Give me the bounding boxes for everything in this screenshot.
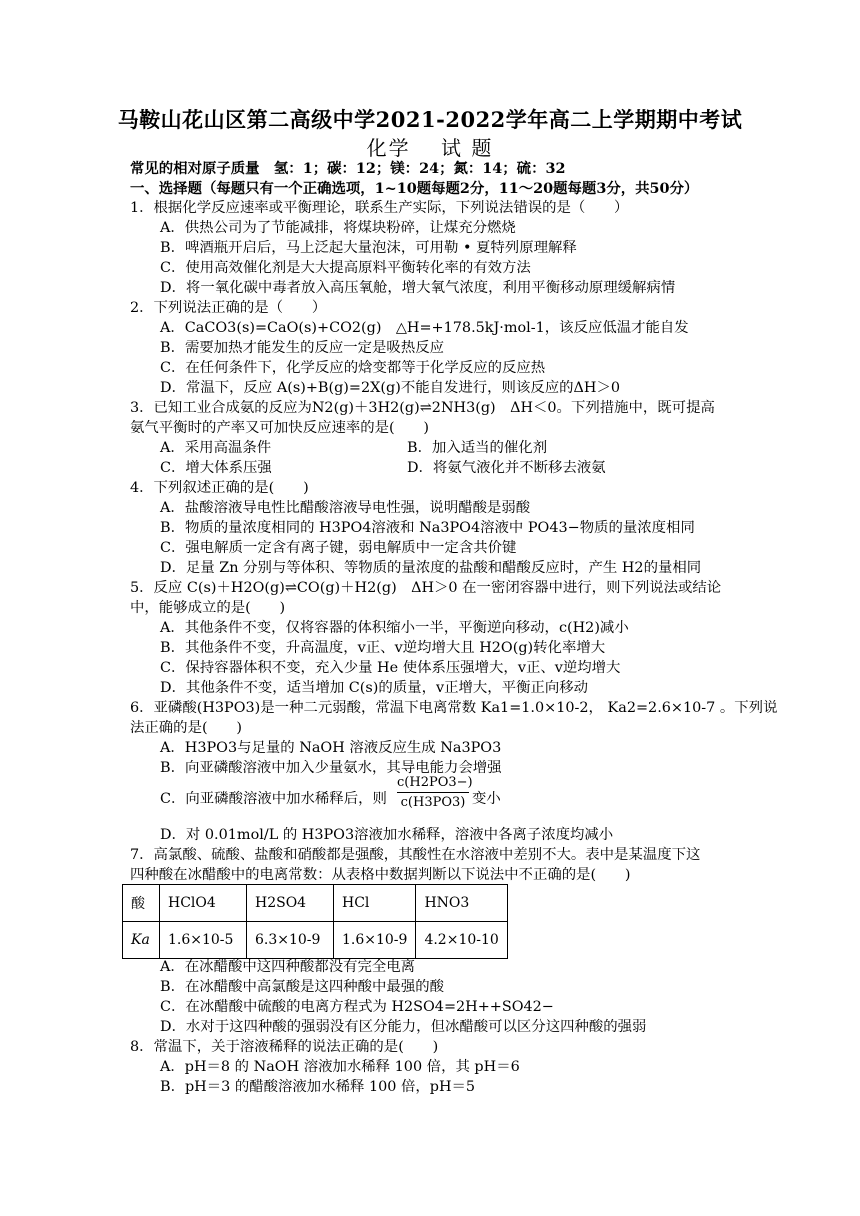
question-1-stem: 1．根据化学反应速率或平衡理论，联系生产实际，下列说法错误的是（ ） [130,200,629,216]
question-8-option-b: B．pH＝3 的醋酸溶液加水稀释 100 倍，pH＝5 [160,1079,476,1095]
question-4-option-b: B．物质的量浓度相同的 H3PO4溶液和 Na3PO4溶液中 PO43−物质的量浓度相同 [160,520,695,536]
question-3-stem-line2: 氨气平衡时的产率又可加快反应速率的是( ) [130,420,430,436]
question-3-option-d: D．将氨气液化并不断移去液氨 [407,460,606,476]
question-1-option-c: C．使用高效催化剂是大大提高原料平衡转化率的有效方法 [160,260,531,276]
fraction-denominator: c(H3PO3) [400,795,466,810]
question-2-stem: 2．下列说法正确的是（ ） [130,300,327,316]
question-7-stem-line2: 四种酸在冰醋酸中的电离常数：从表格中数据判断以下说法中不正确的是( ) [130,867,631,883]
question-6-stem-line1: 6．亚磷酸(H3PO3)是一种二元弱酸，常温下电离常数 Ka1=1.0×10-2， Ka2=2.6×10-7 。下列说 [130,700,778,716]
table-header-cell: 酸 [123,885,160,922]
acid-constants-table [122,884,508,959]
question-7-option-d: D．水对于这四种酸的强弱没有区分能力，但冰醋酸可以区分这四种酸的强弱 [160,1019,647,1035]
question-4-option-c: C．强电解质一定含有离子键，弱电解质中一定含共价键 [160,540,517,556]
question-8-option-a: A．pH＝8 的 NaOH 溶液加水稀释 100 倍，其 pH＝6 [160,1059,520,1075]
question-7-stem-line1: 7．高氯酸、硫酸、盐酸和硝酸都是强酸，其酸性在水溶液中差别不大。表中是某温度下这 [130,847,701,863]
question-6-option-c-suffix: 变小 [472,791,501,807]
table-header-cell: HNO3 [416,885,507,922]
question-4-option-a: A．盐酸溶液导电性比醋酸溶液导电性强，说明醋酸是弱酸 [160,500,531,516]
question-6-option-c-prefix: C．向亚磷酸溶液中加水稀释后，则 [160,791,387,807]
section-heading: 一、选择题（每题只有一个正确选项，1~10题每题2分，11～20题每题3分，共50分） [130,180,699,197]
table-header-cell: HCl [334,885,416,922]
table-cell: 6.3×10-9 [247,922,334,959]
question-7-option-c: C．在冰醋酸中硫酸的电离方程式为 H2SO4=2H++SO42− [160,999,554,1015]
question-3-option-b: B．加入适当的催化剂 [407,440,548,456]
question-1-option-b: B．啤酒瓶开启后，马上泛起大量泡沫，可用勒 • 夏特列原理解释 [160,240,577,256]
question-7-option-b: B．在冰醋酸中高氯酸是这四种酸中最强的酸 [160,979,444,995]
question-7-option-a: A．在冰醋酸中这四种酸都没有完全电离 [160,959,416,975]
question-6-option-a: A．H3PO3与足量的 NaOH 溶液反应生成 Na3PO3 [160,740,502,756]
table-header-cell: H2SO4 [247,885,334,922]
question-3-stem-line1: 3．已知工业合成氨的反应为N2(g)＋3H2(g)⇌2NH3(g) ΔH＜0。下列措施中，既可提高 [130,400,715,416]
question-2-option-d: D．常温下，反应 A(s)+B(g)=2X(g)不能自发进行，则该反应的ΔH＞0 [160,380,621,396]
question-8-stem: 8．常温下，关于溶液稀释的说法正确的是( ) [130,1039,439,1055]
table-cell: Ka [123,922,160,959]
question-4-option-d: D．足量 Zn 分别与等体积、等物质的量浓度的盐酸和醋酸反应时，产生 H2的量相同 [160,560,702,576]
question-2-option-b: B．需要加热才能发生的反应一定是吸热反应 [160,340,444,356]
table-header-cell: HClO4 [160,885,247,922]
question-5-option-d: D．其他条件不变，适当增加 C(s)的质量，v正增大，平衡正向移动 [160,680,589,696]
atomic-masses-line: 常见的相对原子质量 氢：1；碳：12；镁：24；氮：14；硫：32 [130,160,566,177]
table-cell: 1.6×10-5 [160,922,247,959]
question-3-option-a: A．采用高温条件 [160,440,272,456]
exam-title: 马鞍山花山区第二高级中学2021-2022学年高二上学期期中考试 [117,107,743,132]
table-row [123,885,508,922]
question-5-stem-line1: 5．反应 C(s)＋H2O(g)⇌CO(g)＋H2(g) ΔH＞0 在一密闭容器中进行，则下列说法或结论 [130,580,722,596]
question-1-option-d: D．将一氧化碳中毒者放入高压氧舱，增大氧气浓度，利用平衡移动原理缓解病情 [160,280,676,296]
table-row [123,922,508,959]
question-4-stem: 4．下列叙述正确的是( ) [130,480,309,496]
question-5-option-c: C．保持容器体积不变，充入少量 He 使体系压强增大，v正、v逆均增大 [160,660,621,676]
question-6-fraction [397,775,473,810]
exam-subtitle: 化学 试 题 [366,136,494,160]
question-5-stem-line2: 中，能够成立的是( ) [130,600,286,616]
fraction-numerator: c(H2PO3−) [397,775,469,793]
table-cell: 1.6×10-9 [334,922,416,959]
question-5-option-b: B．其他条件不变，升高温度，v正、v逆均增大且 H2O(g)转化率增大 [160,640,606,656]
question-6-option-b: B．向亚磷酸溶液中加入少量氨水，其导电能力会增强 [160,760,502,776]
question-5-option-a: A．其他条件不变，仅将容器的体积缩小一半，平衡逆向移动，c(H2)减小 [160,620,629,636]
question-2-option-c: C．在任何条件下，化学反应的焓变都等于化学反应的反应热 [160,360,546,376]
question-3-option-c: C．增大体系压强 [160,460,272,476]
question-6-option-d: D．对 0.01mol/L 的 H3PO3溶液加水稀释，溶液中各离子浓度均减小 [160,827,614,843]
table-cell: 4.2×10-10 [416,922,507,959]
question-2-option-a: A．CaCO3(s)=CaO(s)+CO2(g) △H=+178.5kJ·mol-1，该反应低温才能自发 [160,320,689,336]
question-1-option-a: A．供热公司为了节能减排，将煤块粉碎，让煤充分燃烧 [160,220,516,236]
question-6-stem-line2: 法正确的是( ) [130,720,242,736]
